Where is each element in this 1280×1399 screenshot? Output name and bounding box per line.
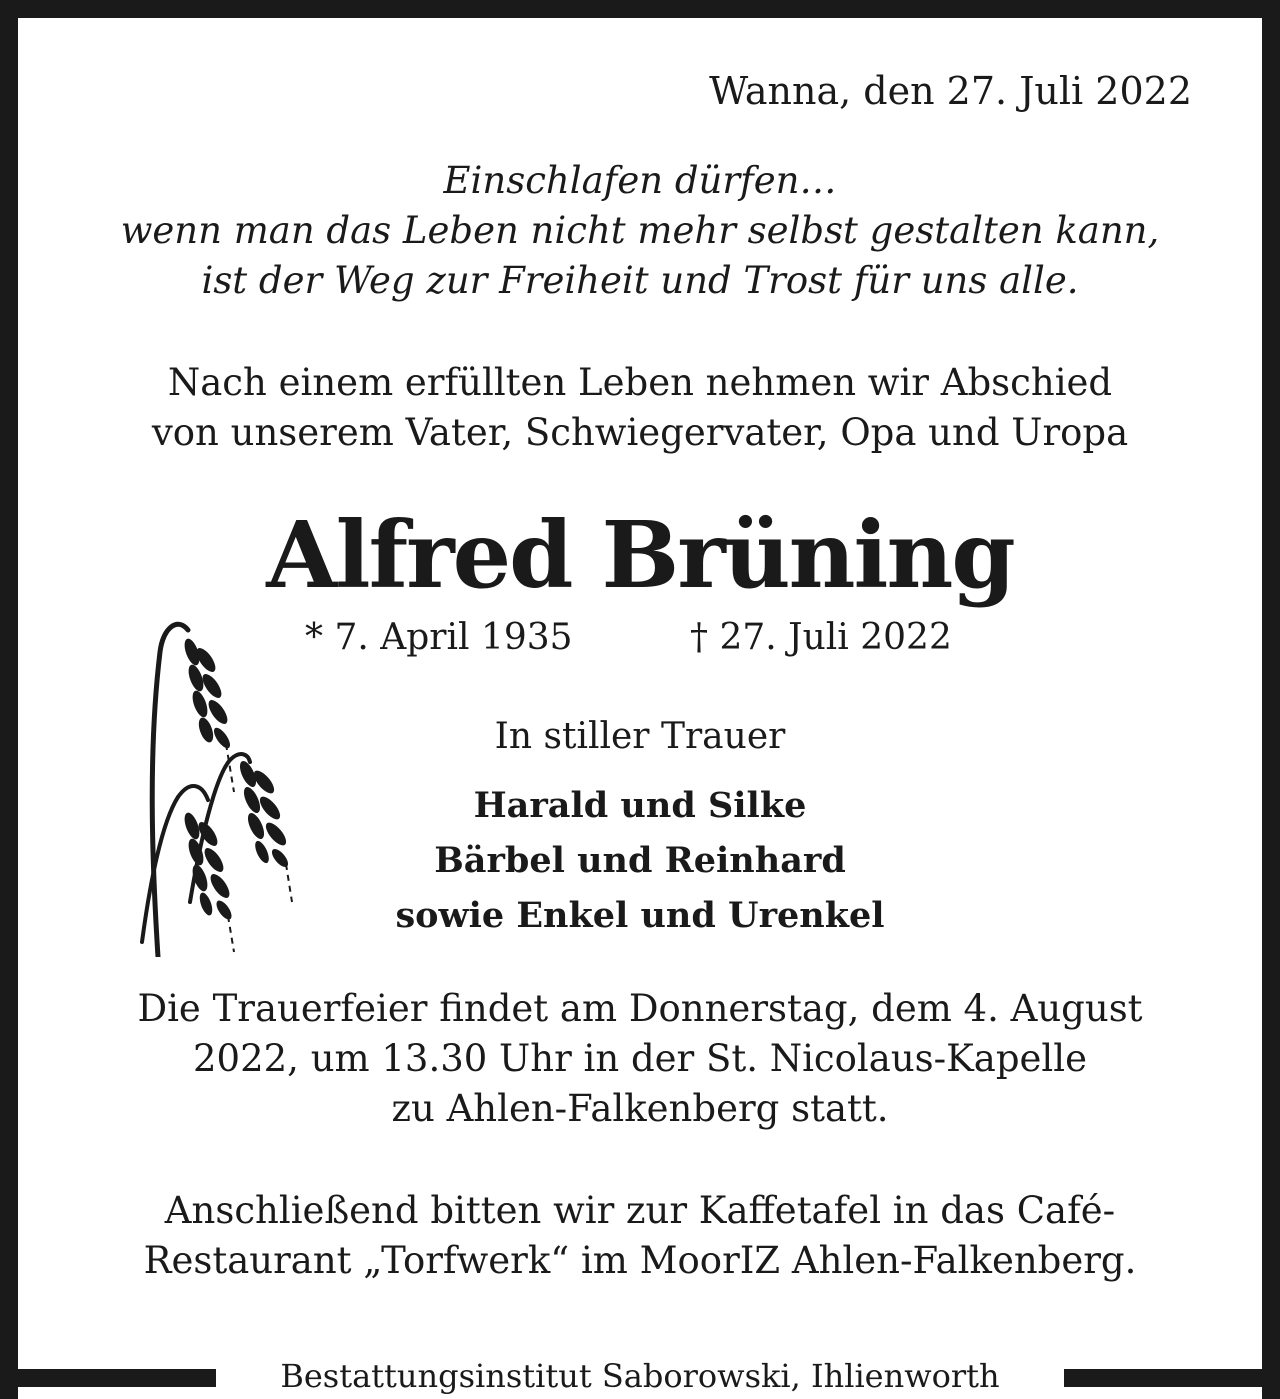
intro-text xyxy=(0,358,1280,458)
poem xyxy=(0,156,1280,306)
intro-line: Nach einem erfüllten Leben nehmen wir Abschied xyxy=(167,361,1113,404)
coffee-line: Anschließend bitten wir zur Kaffetafel in das Café- xyxy=(164,1189,1116,1232)
poem-line: wenn man das Leben nicht mehr selbst gestalten kann, xyxy=(120,209,1160,252)
death-date: † 27. Juli 2022 xyxy=(690,617,952,658)
ceremony-text xyxy=(0,984,1280,1134)
deceased-name: Alfred Brüning xyxy=(266,501,1014,609)
coffee-text xyxy=(0,1186,1280,1286)
intro-line: von unserem Vater, Schwiegervater, Opa und Uropa xyxy=(151,411,1129,454)
family-list xyxy=(0,778,1280,943)
ceremony-line: 2022, um 13.30 Uhr in der St. Nicolaus-Kapelle xyxy=(193,1037,1087,1080)
family-line: sowie Enkel und Urenkel xyxy=(395,895,885,936)
birth-date: * 7. April 1935 xyxy=(305,617,573,658)
ceremony-line: zu Ahlen-Falkenberg statt. xyxy=(391,1087,889,1130)
footer-bar-right xyxy=(1064,1369,1280,1387)
mourning-line: In stiller Trauer xyxy=(494,716,786,757)
family-line: Harald und Silke xyxy=(473,785,807,826)
funeral-home-footer: Bestattungsinstitut Saborowski, Ihlienworth xyxy=(280,1357,1000,1395)
ceremony-line: Die Trauerfeier findet am Donnerstag, dem 4. August xyxy=(137,987,1143,1030)
poem-line: ist der Weg zur Freiheit und Trost für uns alle. xyxy=(201,259,1079,302)
poem-line: Einschlafen dürfen… xyxy=(443,159,837,202)
coffee-line: Restaurant „Torfwerk“ im MoorIZ Ahlen-Falkenberg. xyxy=(143,1239,1137,1282)
date-line: Wanna, den 27. Juli 2022 xyxy=(709,69,1192,113)
family-line: Bärbel und Reinhard xyxy=(434,840,846,881)
footer-bar-left xyxy=(0,1369,216,1387)
